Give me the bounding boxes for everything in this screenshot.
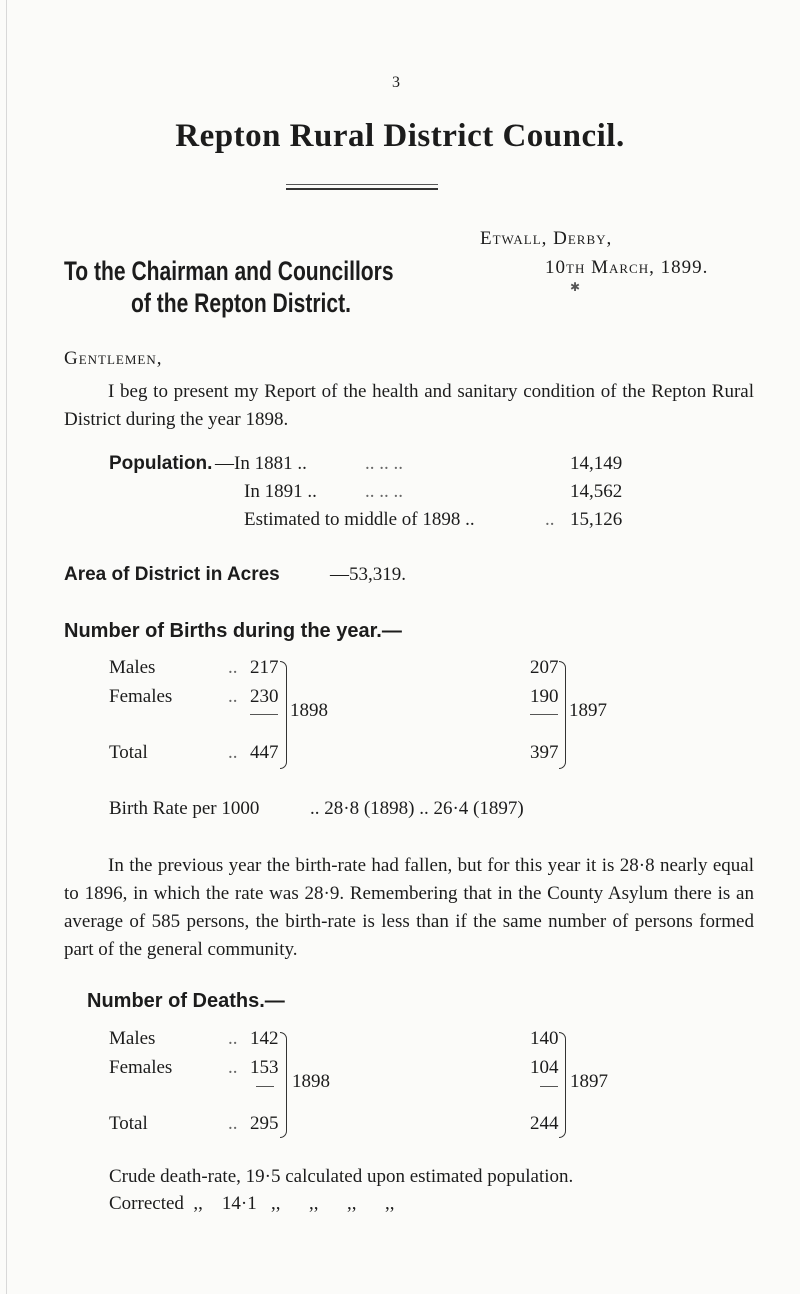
births-1898-females: 230 bbox=[250, 686, 279, 707]
births-1898-sum-rule bbox=[250, 714, 278, 715]
salutation: Gentlemen, bbox=[64, 348, 163, 369]
births-total-dots: .. bbox=[228, 742, 238, 763]
population-row-3-dots: .. bbox=[545, 509, 555, 530]
births-year-1898: 1898 bbox=[290, 700, 328, 721]
births-1897-sum-rule bbox=[530, 714, 558, 715]
births-1898-total: 447 bbox=[250, 742, 279, 763]
deaths-1897-total: 244 bbox=[530, 1113, 559, 1134]
address-date: 10th March, 1899. bbox=[545, 257, 709, 278]
births-year-1897: 1897 bbox=[569, 700, 607, 721]
births-paragraph: In the previous year the birth-rate had fallen, but for this year it is 28·8 nearly equal to 1896, in which the rate was 28·9. Remembering that in the County Asylum there is an average of 585 persons, the birth-rate is less than if the same number of persons formed part of the general community. bbox=[64, 855, 754, 960]
crude-death-rate: Crude death-rate, 19·5 calculated upon estimated population. bbox=[109, 1166, 574, 1187]
deaths-1897-males: 140 bbox=[530, 1028, 559, 1049]
births-males-label: Males bbox=[109, 657, 156, 678]
births-females-dots: .. bbox=[228, 686, 238, 707]
birth-rate-label: Birth Rate per 1000 bbox=[109, 798, 260, 819]
deaths-1897-sum-rule bbox=[540, 1086, 558, 1087]
title-rule-bottom bbox=[286, 188, 438, 190]
population-heading: Population. bbox=[109, 453, 213, 474]
deaths-total-dots: .. bbox=[228, 1113, 238, 1134]
births-females-label: Females bbox=[109, 686, 173, 707]
births-total-label: Total bbox=[109, 742, 148, 763]
deaths-1898-sum-rule bbox=[256, 1086, 274, 1087]
deaths-1898-males: 142 bbox=[250, 1028, 279, 1049]
births-1897-males: 207 bbox=[530, 657, 559, 678]
deaths-1898-females: 153 bbox=[250, 1057, 279, 1078]
deaths-year-1898: 1898 bbox=[292, 1071, 330, 1092]
deaths-males-label: Males bbox=[109, 1028, 156, 1049]
births-males-dots: .. bbox=[228, 657, 238, 678]
address-place: Etwall, Derby, bbox=[480, 228, 613, 249]
intro-paragraph: I beg to present my Report of the health and sanitary condition of the Repton Rural District during the year 1898. bbox=[64, 381, 754, 430]
births-heading: Number of Births during the year.— bbox=[64, 620, 402, 642]
addressee-line-1: To the Chairman and Councillors bbox=[64, 256, 394, 286]
deaths-heading: Number of Deaths.— bbox=[87, 990, 285, 1012]
births-1897-females: 190 bbox=[530, 686, 559, 707]
population-row-2-dots: .. .. .. bbox=[365, 481, 403, 502]
population-row-1-label: —In 1881 .. bbox=[215, 453, 307, 474]
deaths-1897-brace bbox=[559, 1032, 566, 1138]
deaths-1898-brace bbox=[280, 1032, 287, 1138]
area-heading: Area of District in Acres bbox=[64, 564, 280, 585]
deaths-females-dots: .. bbox=[228, 1057, 238, 1078]
population-row-2-value: 14,562 bbox=[570, 481, 623, 502]
deaths-1898-total: 295 bbox=[250, 1113, 279, 1134]
population-row-1-value: 14,149 bbox=[570, 453, 623, 474]
population-row-1-dots: .. .. .. bbox=[365, 453, 403, 474]
page-title: Repton Rural District Council. bbox=[175, 118, 625, 154]
birth-rate-values: .. 28·8 (1898) .. 26·4 (1897) bbox=[310, 798, 524, 819]
corrected-death-rate: Corrected ,, 14·1 ,, ,, ,, ,, bbox=[109, 1193, 395, 1214]
births-1898-males: 217 bbox=[250, 657, 279, 678]
title-rule-top bbox=[286, 184, 438, 185]
page-number: 3 bbox=[392, 74, 400, 91]
births-1897-brace bbox=[559, 661, 566, 769]
births-1898-brace bbox=[280, 661, 287, 769]
deaths-1897-females: 104 bbox=[530, 1057, 559, 1078]
births-1897-total: 397 bbox=[530, 742, 559, 763]
population-row-3-value: 15,126 bbox=[570, 509, 623, 530]
area-value: —53,319. bbox=[330, 564, 406, 585]
population-row-3-label: Estimated to middle of 1898 .. bbox=[244, 509, 475, 530]
deaths-males-dots: .. bbox=[228, 1028, 238, 1049]
population-row-2-label: In 1891 .. bbox=[244, 481, 317, 502]
page-edge-shadow bbox=[6, 0, 7, 1294]
deaths-total-label: Total bbox=[109, 1113, 148, 1134]
deaths-year-1897: 1897 bbox=[570, 1071, 608, 1092]
ornament-mark: ✱ bbox=[570, 280, 581, 294]
deaths-females-label: Females bbox=[109, 1057, 173, 1078]
addressee-line-2: of the Repton District. bbox=[131, 288, 351, 318]
